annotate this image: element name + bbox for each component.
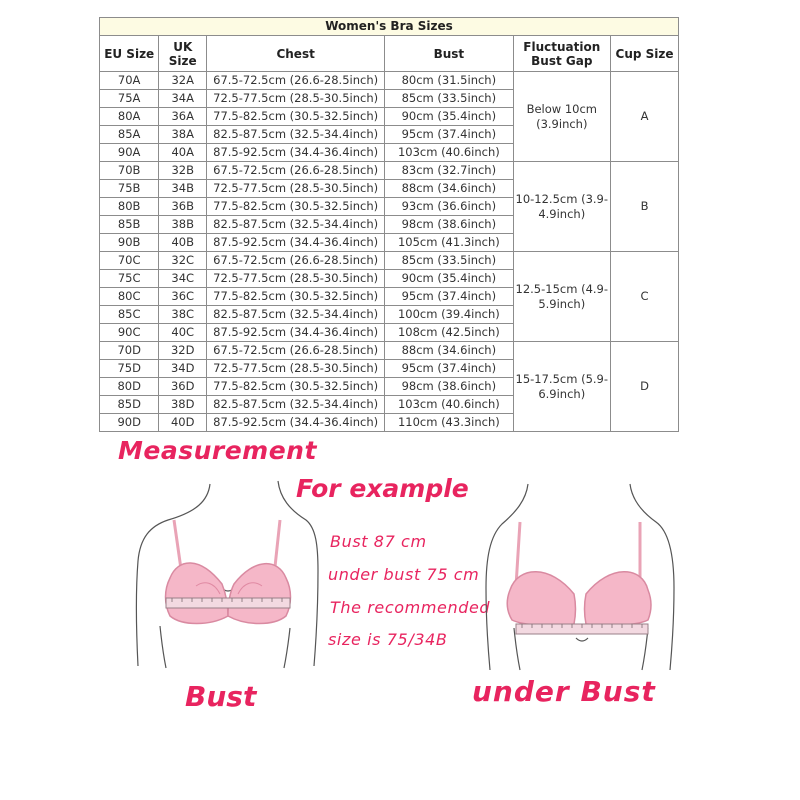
header-fluctuation-bust-gap: Fluctuation Bust Gap [513,36,611,72]
cell-chest: 67.5-72.5cm (26.6-28.5inch) [207,72,385,90]
cell-bust: 88cm (34.6inch) [385,342,513,360]
bust-measurement-illustration [130,476,320,671]
cell-eu-size: 90A [100,144,159,162]
cell-bust: 88cm (34.6inch) [385,180,513,198]
cell-bust: 98cm (38.6inch) [385,216,513,234]
cell-cup-size: C [611,252,679,342]
header-bust: Bust [385,36,513,72]
cell-bust: 105cm (41.3inch) [385,234,513,252]
cell-eu-size: 80B [100,198,159,216]
bust-label: Bust [185,680,257,713]
cell-eu-size: 80A [100,108,159,126]
cell-eu-size: 90C [100,324,159,342]
cell-eu-size: 75B [100,180,159,198]
cell-eu-size: 75A [100,90,159,108]
cell-bust: 95cm (37.4inch) [385,360,513,378]
cell-chest: 72.5-77.5cm (28.5-30.5inch) [207,360,385,378]
torso-outline [137,481,319,668]
cell-eu-size: 85A [100,126,159,144]
cell-chest: 77.5-82.5cm (30.5-32.5inch) [207,198,385,216]
cell-bust: 80cm (31.5inch) [385,72,513,90]
cell-uk-size: 40D [159,414,207,432]
cell-bust: 98cm (38.6inch) [385,378,513,396]
cell-eu-size: 80C [100,288,159,306]
example-line-under-bust: under bust 75 cm [328,565,480,584]
cell-chest: 87.5-92.5cm (34.4-36.4inch) [207,234,385,252]
table-row [100,342,679,360]
cell-chest: 77.5-82.5cm (30.5-32.5inch) [207,108,385,126]
table-body [100,72,679,432]
cell-chest: 87.5-92.5cm (34.4-36.4inch) [207,324,385,342]
cell-uk-size: 32B [159,162,207,180]
cell-bust: 95cm (37.4inch) [385,126,513,144]
cell-chest: 87.5-92.5cm (34.4-36.4inch) [207,414,385,432]
cell-uk-size: 38C [159,306,207,324]
cell-bust: 108cm (42.5inch) [385,324,513,342]
cell-bust: 103cm (40.6inch) [385,144,513,162]
cell-bust: 95cm (37.4inch) [385,288,513,306]
cell-uk-size: 40A [159,144,207,162]
table-row [100,72,679,90]
cell-chest: 87.5-92.5cm (34.4-36.4inch) [207,144,385,162]
cell-eu-size: 85D [100,396,159,414]
cell-fluctuation-bust-gap: 15-17.5cm (5.9-6.9inch) [513,342,611,432]
cell-chest: 72.5-77.5cm (28.5-30.5inch) [207,180,385,198]
cell-eu-size: 90B [100,234,159,252]
cell-bust: 100cm (39.4inch) [385,306,513,324]
cell-uk-size: 36B [159,198,207,216]
header-uk-size: UK Size [159,36,207,72]
table-row [100,162,679,180]
cell-chest: 77.5-82.5cm (30.5-32.5inch) [207,378,385,396]
cell-chest: 67.5-72.5cm (26.6-28.5inch) [207,252,385,270]
cell-chest: 72.5-77.5cm (28.5-30.5inch) [207,270,385,288]
cell-chest: 77.5-82.5cm (30.5-32.5inch) [207,288,385,306]
bra-size-table [99,17,679,432]
measuring-tape-bust [166,598,290,608]
table-title: Women's Bra Sizes [100,18,679,36]
cell-eu-size: 75C [100,270,159,288]
cell-fluctuation-bust-gap: Below 10cm (3.9inch) [513,72,611,162]
cell-bust: 85cm (33.5inch) [385,90,513,108]
cell-cup-size: A [611,72,679,162]
cell-fluctuation-bust-gap: 12.5-15cm (4.9-5.9inch) [513,252,611,342]
cell-chest: 82.5-87.5cm (32.5-34.4inch) [207,216,385,234]
measuring-tape-under-bust [516,624,648,634]
cell-eu-size: 85B [100,216,159,234]
cell-bust: 85cm (33.5inch) [385,252,513,270]
cell-cup-size: D [611,342,679,432]
cell-uk-size: 40B [159,234,207,252]
cell-uk-size: 34A [159,90,207,108]
cell-chest: 67.5-72.5cm (26.6-28.5inch) [207,342,385,360]
example-line-size: size is 75/34B [328,630,448,649]
cell-uk-size: 38B [159,216,207,234]
cell-bust: 83cm (32.7inch) [385,162,513,180]
header-chest: Chest [207,36,385,72]
cell-eu-size: 70D [100,342,159,360]
cell-bust: 90cm (35.4inch) [385,108,513,126]
header-cup-size: Cup Size [611,36,679,72]
cell-fluctuation-bust-gap: 10-12.5cm (3.9-4.9inch) [513,162,611,252]
cell-bust: 93cm (36.6inch) [385,198,513,216]
cell-eu-size: 80D [100,378,159,396]
cell-bust: 110cm (43.3inch) [385,414,513,432]
example-line-recommended: The recommended [330,598,491,617]
under-bust-label: under Bust [472,675,656,708]
cell-uk-size: 40C [159,324,207,342]
cell-uk-size: 38D [159,396,207,414]
torso-outline-right [486,484,674,670]
cell-eu-size: 70A [100,72,159,90]
cell-eu-size: 70B [100,162,159,180]
cell-uk-size: 34C [159,270,207,288]
cell-chest: 82.5-87.5cm (32.5-34.4inch) [207,126,385,144]
table-row [100,252,679,270]
cell-eu-size: 75D [100,360,159,378]
cell-uk-size: 32A [159,72,207,90]
cell-uk-size: 36C [159,288,207,306]
cell-chest: 72.5-77.5cm (28.5-30.5inch) [207,90,385,108]
cell-uk-size: 34D [159,360,207,378]
cell-bust: 90cm (35.4inch) [385,270,513,288]
cell-chest: 67.5-72.5cm (26.6-28.5inch) [207,162,385,180]
bra-right-figure [507,522,651,625]
cell-uk-size: 32C [159,252,207,270]
example-line-bust: Bust 87 cm [330,532,427,551]
header-eu-size: EU Size [100,36,159,72]
example-heading: For example [296,474,469,503]
cell-chest: 82.5-87.5cm (32.5-34.4inch) [207,396,385,414]
cell-eu-size: 85C [100,306,159,324]
cell-uk-size: 34B [159,180,207,198]
cell-eu-size: 90D [100,414,159,432]
measurement-heading: Measurement [118,436,317,465]
cell-uk-size: 38A [159,126,207,144]
cell-uk-size: 32D [159,342,207,360]
cell-eu-size: 70C [100,252,159,270]
cell-bust: 103cm (40.6inch) [385,396,513,414]
cell-chest: 82.5-87.5cm (32.5-34.4inch) [207,306,385,324]
cell-uk-size: 36D [159,378,207,396]
under-bust-measurement-illustration [480,478,680,673]
cell-cup-size: B [611,162,679,252]
cell-uk-size: 36A [159,108,207,126]
